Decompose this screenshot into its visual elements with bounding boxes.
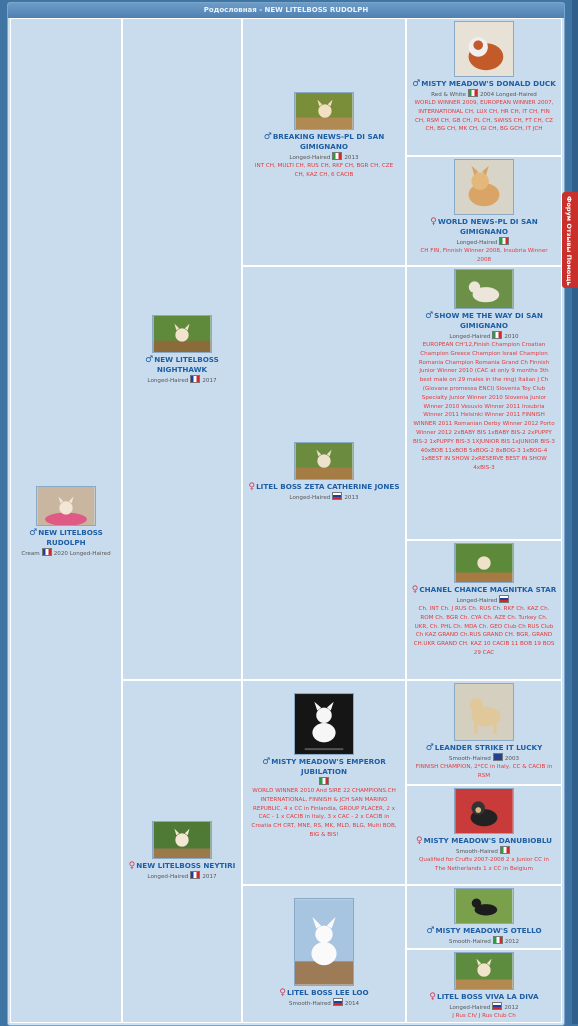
pedigree-cell-sire-dam: ♀LITEL BOSS ZETA CATHERINE JONES Longed-Haired 2013 [242,266,406,680]
dog-titles: INT CH, MULTI CH, RUS CH, RKF CH, BGR CH, CZE CH, KAZ CH, 6 CACIB [254,163,394,178]
male-icon: ♂ [425,311,434,321]
feedback-side-tab[interactable]: Форум Отзывы Помощь [562,192,578,288]
dog-photo[interactable] [454,683,514,741]
flag-france-icon [42,548,52,556]
pedigree-cell-root: ♂NEW LITELBOSS RUDOLPH Cream 2020 Longed-Haired [10,18,122,1023]
flag-uk-icon [493,753,503,761]
page-edge [572,0,578,1024]
male-icon: ♂ [262,757,271,767]
dog-name-link[interactable]: ♀LITEL BOSS ZETA CATHERINE JONES [248,482,400,492]
flag-russia-icon [332,492,342,500]
flag-italy-icon [468,89,478,97]
dog-titles: WORLD WINNER 2010 And SIRE 22 CHAMPIONS.CH INTERNATIONAL, FINNISH & JCH SAN MARINO REPUBLIC, 4 x CC in Finlandia, GROUP PLACER, 2 x CAC - 1 x CACIB in Italy, 3 x CAC - 2 x CACIB in Croatia CH CRT, MNE, RS, MK, MLD, BLG, Multi BOB, BIG & BIS! [251,788,397,838]
dog-name-link[interactable]: ♀LITEL BOSS LEE LOO [279,988,369,998]
dog-photo[interactable] [454,888,514,924]
pedigree-title: Родословная - NEW LITELBOSS RUDOLPH [8,3,564,18]
dog-photo[interactable] [294,898,354,986]
dog-name-link[interactable]: ♀NEW LITELBOSS NEYTIRI [128,861,236,871]
dog-photo[interactable] [454,952,514,990]
female-icon: ♀ [128,861,136,871]
pedigree-cell-sds: ♂SHOW ME THE WAY DI SAN GIMIGNANO Longed-Haired 2010 EUROPEAN CH'12,Finish Champion Croatian Champion Greece Champion Israel Champion Romania Champion Romania Grand Ch Finnish Junior Winner 2010 (CAC at only 9 months 3th best male on 29 males in the ring) Italian J Ch (Giovane promessa ENCI) Slovenia Toy Club Specialty Junior Winner 2010 Slovenia Junior Winner 2010 Vesuvio Winner 2011 Insubria Winner 2011 Helsinki Winner 2011 FINNISH WINNER 2011 Romanian Derby Winner 2012 Porto Winner 2012 2xBABY BIS 1xBABY BIS-2 2xPUPPY BIS-2 1xPUPPY BIS-3 1XJUNIOR BIS 1xJUNIOR BIS-3 40xBOB 11xBOB 5xBOG-2 8xBOG-3 1xBOG-4 1xBEST IN SHOW 2xRESERVE BEST IN SHOW 4xBIS-3 [406,266,562,540]
pedigree-cell-sire-sire: ♂BREAKING NEWS-PL DI SAN GIMIGNANO Longed-Haired 2013 INT CH, MULTI CH, RUS CH, RKF CH, BGR CH, CZE CH, KAZ CH, 6 CACIB [242,18,406,266]
pedigree-cell-sire: ♂NEW LITELBOSS NIGHTHAWK Longed-Haired 2017 [122,18,242,680]
female-icon: ♀ [416,836,423,846]
male-icon: ♂ [263,132,272,142]
dog-name-link[interactable]: ♂BREAKING NEWS-PL DI SAN GIMIGNANO [263,132,385,151]
dog-name-link[interactable]: ♀WORLD NEWS-PL DI SAN GIMIGNANO [430,217,538,236]
dog-titles: Ch. INT Ch. J RUS Ch. RUS Ch. RKF Ch. KAZ Ch. ROM Ch. BGR Ch. CYA Ch. AZE Ch. Turkey Ch. UKR, Ch. PHL Ch. MDA Ch. GEO Club Ch RUS Club Ch KAZ GRAND Ch.RUS GRAND CH. BGR, GRAND CH.UKR GRAND CH. KAZ 10 CACIB 11 BOB 19 BOS 29 CAC [413,606,555,656]
dog-photo[interactable] [454,159,514,215]
dog-titles: Qualified for Crufts 2007-2008 2 x Junior CC in The Netherlands 1 x CC in Belgium [419,857,549,872]
female-icon: ♀ [430,217,437,227]
dog-photo[interactable] [152,821,212,859]
dog-photo[interactable] [454,21,514,77]
pedigree-cell-dam-dam: ♀LITEL BOSS LEE LOO Smooth-Haired 2014 [242,885,406,1023]
dog-titles: WORLD WINNER 2009, EUROPEAN WINNER 2007, INTERNATIONAL CH, LUX CH, HR CH, IT CH, FIN CH, RSM CH, GB CH, PL CH, SWISS CH, FT CH, CZ CH, BG CH, MK CH, GI CH, BG GCH, IT JCH [414,100,554,133]
dog-photo[interactable] [454,788,514,834]
dog-name-link[interactable]: ♂MISTY MEADOW'S OTELLO [426,926,542,936]
dog-titles: CH FIN, Finnish Winner 2008, Insubria Winner 2008 [420,248,548,263]
flag-russia-icon [333,998,343,1006]
female-icon: ♀ [429,992,436,1002]
dog-photo[interactable] [294,92,354,130]
dog-photo[interactable] [152,315,212,353]
dog-name-link[interactable]: ♀CHANEL CHANCE MAGNITKA STAR [411,585,557,595]
flag-russia-icon [499,595,509,603]
dog-photo[interactable] [294,442,354,480]
dog-titles: FINNISH CHAMPION, 2*CC in Italy, CC & CACIB in RSM [415,764,553,779]
female-icon: ♀ [279,988,286,998]
dog-photo[interactable] [294,693,354,755]
pedigree-cell-sss: ♂MISTY MEADOW'S DONALD DUCK Red & White 2004 Longed-Haired WORLD WINNER 2009, EUROPEAN WINNER 2007, INTERNATIONAL CH, LUX CH, HR CH, IT CH, FIN CH, RSM CH, GB CH, PL CH, SWISS CH, FT CH, CZ CH, BG CH, MK CH, GI CH, BG GCH, IT JCH [406,18,562,156]
flag-italy-icon [332,152,342,160]
flag-italy-icon [493,936,503,944]
female-icon: ♀ [248,482,256,492]
pedigree-cell-dam: ♀NEW LITELBOSS NEYTIRI Longed-Haired 2017 [122,680,242,1023]
dog-name-link[interactable]: ♂NEW LITELBOSS RUDOLPH [29,528,103,547]
male-icon: ♂ [29,528,38,538]
dog-name-link[interactable]: ♂SHOW ME THE WAY DI SAN GIMIGNANO [425,311,543,330]
dog-name-link[interactable]: ♂MISTY MEADOW'S EMPEROR JUBILATION [262,757,386,776]
pedigree-cell-dds: ♂MISTY MEADOW'S OTELLO Smooth-Haired 2012 [406,885,562,949]
dog-photo[interactable] [36,486,96,526]
dog-name-link[interactable]: ♀LITEL BOSS VIVA LA DIVA [429,992,539,1002]
dog-photo[interactable] [454,543,514,583]
flag-italy-icon [319,777,329,785]
pedigree-cell-sdd: ♀CHANEL CHANCE MAGNITKA STAR Longed-Haired Ch. INT Ch. J RUS Ch. RUS Ch. RKF Ch. KAZ Ch. ROM Ch. BGR Ch. CYA Ch. AZE Ch. Turkey Ch. UKR, Ch. PHL Ch. MDA Ch. GEO Club Ch RUS Club Ch KAZ GRAND Ch.RUS GRAND CH. BGR, GRAND CH.UKR GRAND CH. KAZ 10 CACIB 11 BOB 19 BOS 29 CAC [406,540,562,680]
female-icon: ♀ [411,585,419,595]
pedigree-cell-dam-sire [242,680,406,885]
dog-name-link[interactable]: ♂NEW LITELBOSS NIGHTHAWK [145,355,219,374]
dog-photo[interactable] [454,269,514,309]
dog-titles: J Rus Ch/ J Rus Club Ch [452,1013,516,1019]
flag-italy-icon [499,237,509,245]
pedigree-panel [7,2,565,1026]
pedigree-cell-ddd: ♀LITEL BOSS VIVA LA DIVA Longed-Haired 2012 J Rus Ch/ J Rus Club Ch [406,949,562,1023]
pedigree-cell-ssd: ♀WORLD NEWS-PL DI SAN GIMIGNANO Longed-Haired CH FIN, Finnish Winner 2008, Insubria Winner 2008 [406,156,562,266]
flag-italy-icon [492,331,502,339]
dog-name-link[interactable]: ♂LEANDER STRIKE IT LUCKY [425,743,543,753]
male-icon: ♂ [145,355,154,365]
flag-france-icon [190,375,200,383]
male-icon: ♂ [426,926,435,936]
flag-italy-icon [500,846,510,854]
male-icon: ♂ [412,79,421,89]
dog-titles: EUROPEAN CH'12,Finish Champion Croatian Champion Greece Champion Israel Champion Romania Champion Romania Grand Ch Finnish Junior Winner 2010 (CAC at only 9 months 3th best male on 29 males in the ring) Italian J Ch (Giovane promessa ENCI) Slovenia Toy Club Specialty Junior Winner 2010 Slovenia Junior Winner 2010 Vesuvio Winner 2011 Insubria Winner 2011 Helsinki Winner 2011 FINNISH WINNER 2011 Romanian Derby Winner 2012 Porto Winner 2012 2xBABY BIS 1xBABY BIS-2 2xPUPPY BIS-2 1xPUPPY BIS-3 1XJUNIOR BIS 1xJUNIOR BIS-3 40xBOB 11xBOB 5xBOG-2 8xBOG-3 1xBOG-4 1xBEST IN SHOW 2xRESERVE BEST IN SHOW 4xBIS-3 [413,342,555,472]
dog-name-link[interactable]: ♂MISTY MEADOW'S DONALD DUCK [412,79,556,89]
pedigree-cell-dsd: ♀MISTY MEADOW'S DANUBIOBLU Smooth-Haired Qualified for Crufts 2007-2008 2 x Junior CC in The Netherlands 1 x CC in Belgium [406,785,562,885]
flag-france-icon [190,871,200,879]
flag-russia-icon [492,1002,502,1010]
dog-name-link[interactable]: ♀MISTY MEADOW'S DANUBIOBLU [416,836,552,846]
male-icon: ♂ [425,743,434,753]
pedigree-cell-dss: ♂LEANDER STRIKE IT LUCKY Smooth-Haired 2003 FINNISH CHAMPION, 2*CC in Italy, CC & CACIB in RSM [406,680,562,785]
